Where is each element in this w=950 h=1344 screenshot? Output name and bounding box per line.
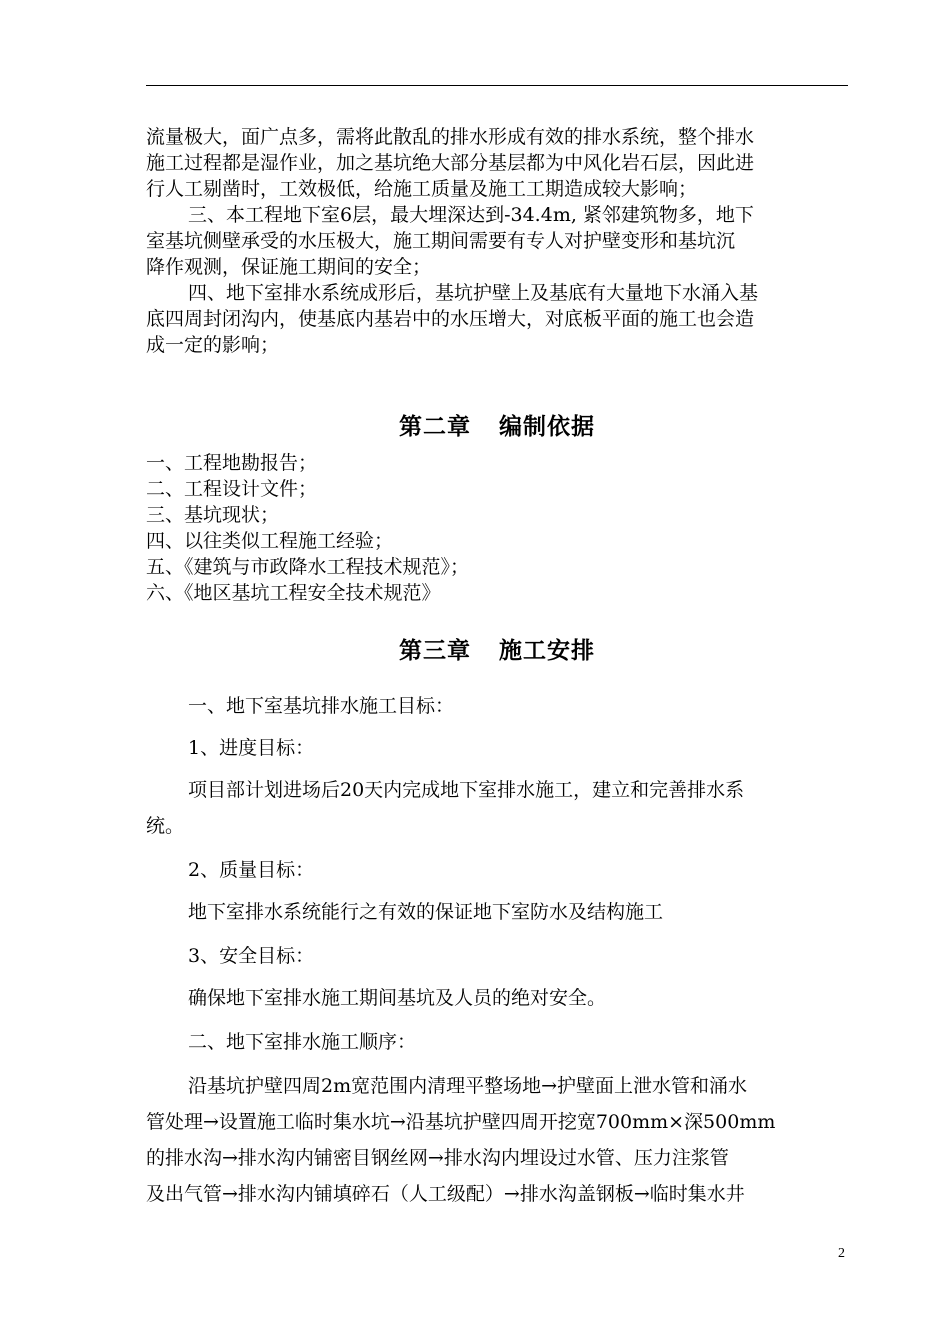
header-rule xyxy=(146,85,848,86)
list-item: 五、《建筑与市政降水工程技术规范》； xyxy=(146,556,470,578)
goal-one-title: 1、进度目标： xyxy=(188,737,315,759)
goal-two-text: 地下室排水系统能行之有效的保证地下室防水及结构施工 xyxy=(188,901,664,923)
point-four-paragraph xyxy=(146,280,848,358)
text-line: 三、本工程地下室6层，最大埋深达到-34.4m, 紧邻建筑物多，地下 xyxy=(188,204,754,226)
goal-two-title: 2、质量目标： xyxy=(188,859,315,881)
text-line: 的排水沟→排水沟内铺密目钢丝网→排水沟内埋设过水管、压力注浆管 xyxy=(146,1147,729,1169)
list-item: 六、《地区基坑工程安全技术规范》 xyxy=(146,582,441,604)
text-line: 成一定的影响； xyxy=(146,334,280,356)
chapter-title: 施工安排 xyxy=(499,637,595,664)
text-line: 管处理→设置施工临时集水坑→沿基坑护壁四周开挖宽700mm×深500mm xyxy=(146,1111,776,1133)
goal-three-text: 确保地下室排水施工期间基坑及人员的绝对安全。 xyxy=(188,987,607,1009)
intro-paragraph xyxy=(146,124,848,202)
text-line: 及出气管→排水沟内铺填碎石（人工级配）→排水沟盖钢板→临时集水井 xyxy=(146,1183,745,1205)
text-line: 降作观测，保证施工期间的安全； xyxy=(146,256,432,278)
goal-three-title: 3、安全目标： xyxy=(188,945,315,967)
section-one-title: 一、地下室基坑排水施工目标： xyxy=(188,695,455,717)
list-item: 三、基坑现状； xyxy=(146,504,280,526)
text-line: 流量极大，面广点多，需将此散乱的排水形成有效的排水系统，整个排水 xyxy=(146,126,755,148)
text-line: 底四周封闭沟内，使基底内基岩中的水压增大，对底板平面的施工也会造 xyxy=(146,308,755,330)
text-line: 室基坑侧壁承受的水压极大，施工期间需要有专人对护壁变形和基坑沉 xyxy=(146,230,736,252)
chapter-number: 第二章 xyxy=(399,413,471,440)
text-line: 统。 xyxy=(146,815,185,837)
page-number: 2 xyxy=(838,1246,845,1261)
point-three-paragraph xyxy=(146,202,848,280)
list-item: 二、工程设计文件； xyxy=(146,478,318,500)
chapter-three-heading xyxy=(146,632,848,665)
section-two-text xyxy=(146,1068,848,1212)
text-line: 施工过程都是湿作业，加之基坑绝大部分基层都为中风化岩石层，因此进 xyxy=(146,152,755,174)
chapter-title: 编制依据 xyxy=(499,413,595,440)
list-item: 一、工程地勘报告； xyxy=(146,452,318,474)
text-line: 项目部计划进场后20天内完成地下室排水施工，建立和完善排水系 xyxy=(188,779,745,801)
goal-one-text xyxy=(146,772,848,844)
chapter-two-heading xyxy=(146,408,848,441)
text-line: 沿基坑护壁四周2m宽范围内清理平整场地→护壁面上泄水管和涌水 xyxy=(188,1075,748,1097)
basis-list xyxy=(146,450,848,606)
section-two-title: 二、地下室排水施工顺序： xyxy=(188,1031,417,1053)
text-line: 四、地下室排水系统成形后，基坑护壁上及基底有大量地下水涌入基 xyxy=(188,282,759,304)
chapter-number: 第三章 xyxy=(399,637,471,664)
list-item: 四、以往类似工程施工经验； xyxy=(146,530,394,552)
text-line: 行人工剔凿时，工效极低，给施工质量及施工工期造成较大影响； xyxy=(146,178,698,200)
